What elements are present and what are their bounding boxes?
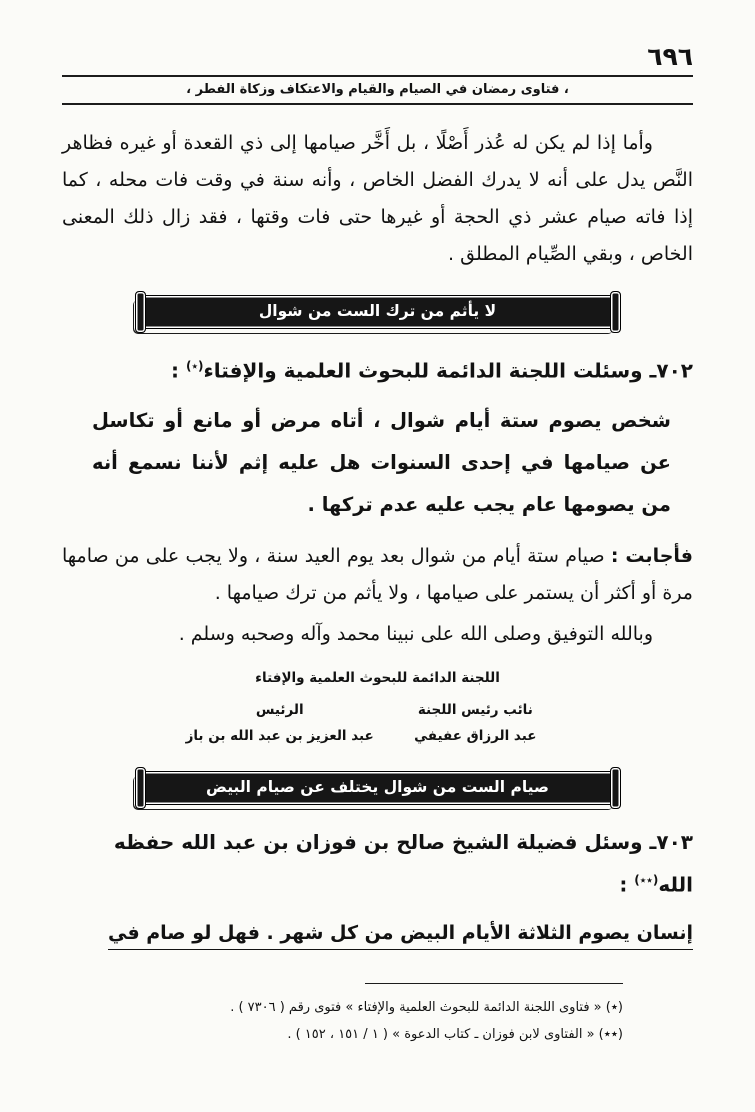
fatwa-703-heading xyxy=(62,823,693,904)
committee-name: اللجنة الدائمة للبحوث العلمية والإفتاء xyxy=(255,669,500,686)
footnote-marker-2: (٭٭) xyxy=(634,872,659,887)
answer-text: صيام ستة أيام من شوال بعد يوم العيد سنة ، ولا يجب على من صامها مرة أو أكثر أن يستمر على صيامها ، ولا يأثم من ترك صيامها . xyxy=(62,544,693,604)
fatwa-703-question-opening xyxy=(62,913,693,953)
fatwa-703-question-text: إنسان يصوم الثلاثة الأيام البيض من كل شهر . فهل لو صام في xyxy=(108,922,693,950)
section-banner-702 xyxy=(138,295,618,329)
footnote-2: (٭٭) « الفتاوى لابن فوزان ـ كتاب الدعوة » ( ١ / ١٥١ ، ١٥٢ ) . xyxy=(287,1027,623,1043)
page-body xyxy=(62,125,693,953)
page-header xyxy=(62,42,693,105)
signature-block xyxy=(182,665,573,749)
fatwa-702-heading-colon: : xyxy=(171,358,180,383)
fatwa-703-heading-text: ٧٠٣ـ وسئل فضيلة الشيخ صالح بن فوزان بن عبد الله حفظه الله xyxy=(113,829,693,897)
footnotes-area xyxy=(62,983,693,1048)
fatwa-702-heading xyxy=(62,347,693,390)
role-deputy-chairman: نائب رئيس اللجنة xyxy=(417,701,533,718)
intro-paragraph: وأما إذا لم يكن له عُذر أَصْلًا ، بل أَخَّر صيامها إلى ذي القعدة أو غيره فظاهر النَّص يدل على أنه لا يدرك الفضل الخاص ، وأنه سنة في وقت فات محله ، كما إذا فاته صيام عشر ذي الحجة أو غيرها حتى فات وقتها ، فقد زال ذلك المعنى الخاص ، وبقي الصِّيام المطلق . xyxy=(62,132,693,265)
role-chairman: الرئيس xyxy=(255,701,304,718)
fatwa-702-question: شخص يصوم ستة أيام شوال ، أتاه مرض أو مانع أو تكاسل عن صيامها في إحدى السنوات هل عليه إثم لأننا نسمع أنه من يصومها عام يجب عليه عدم تركها . xyxy=(92,408,671,516)
fatwa-702-answer xyxy=(62,538,693,612)
footnote-marker-1: (٭) xyxy=(186,359,204,373)
footnote-1: (٭) « فتاوى اللجنة الدائمة للبحوث العلمية والإفتاء » فتوى رقم ( ٧٣٠٦ ) . xyxy=(230,1000,623,1016)
section-banner-703 xyxy=(138,771,618,805)
section-banner-703-title: صيام الست من شوال يختلف عن صيام البيض xyxy=(206,777,549,796)
footnote-separator xyxy=(365,983,623,984)
name-chairman: عبد العزيز بن عبد الله بن باز xyxy=(185,727,374,744)
fatwa-703-heading-colon: : xyxy=(619,872,628,897)
name-deputy-chairman: عبد الرزاق عفيفي xyxy=(414,727,537,744)
closing-line: وبالله التوفيق وصلى الله على نبينا محمد وآله وصحبه وسلم . xyxy=(178,622,653,645)
running-title-strip xyxy=(62,75,693,105)
section-banner-702-title: لا يأثم من ترك الست من شوال xyxy=(258,302,497,320)
signature-names-row xyxy=(182,723,573,749)
page-number: ٦٩٦ xyxy=(647,42,693,71)
answer-label: فأجابت : xyxy=(610,544,693,567)
running-title: ، فتاوى رمضان في الصيام والقيام والاعتكاف وزكاة الفطر ، xyxy=(186,82,569,97)
signature-roles-row xyxy=(182,697,573,723)
fatwa-702-heading-text: ٧٠٢ـ وسئلت اللجنة الدائمة للبحوث العلمية والإفتاء xyxy=(203,358,693,383)
